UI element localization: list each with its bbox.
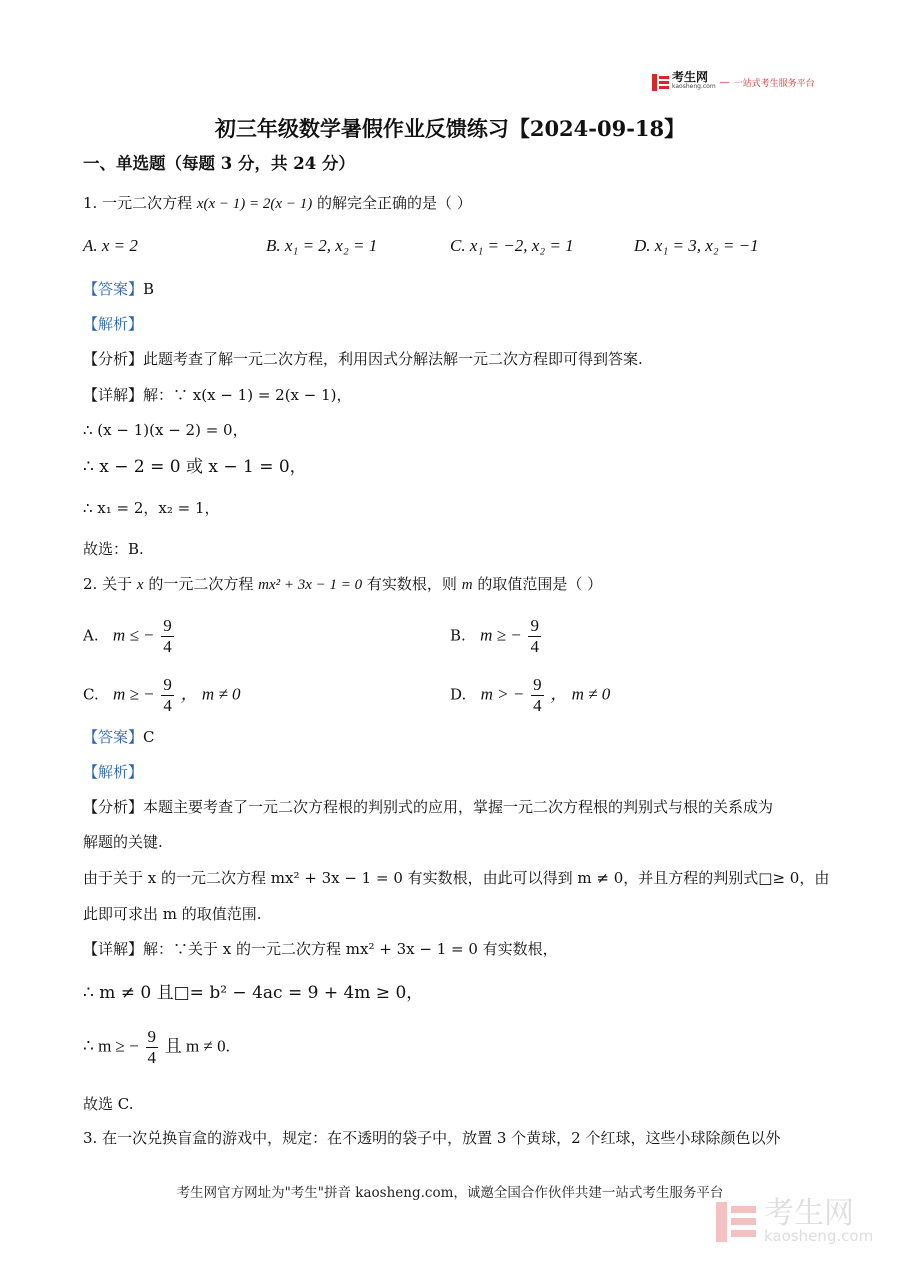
- q2-step1: ∴ m ≠ 0 且□= b² − 4ac = 9 + 4m ≥ 0，: [83, 983, 424, 1003]
- q1-conclusion: 故选：B.: [83, 540, 144, 558]
- q2-reason-2: 此即可求出 m 的取值范围.: [83, 905, 262, 923]
- kaosheng-logo-icon: [652, 74, 669, 91]
- q1-stem: 1. 一元二次方程 x(x − 1) = 2(x − 1) 的解完全正确的是（ ）: [83, 194, 472, 212]
- q2-answer: 【答案】C: [83, 728, 155, 746]
- q3-stem: 3. 在一次兑换盲盒的游戏中，规定：在不透明的袋子中，放置 3 个黄球，2 个红球，这些小球除颜色以外: [83, 1129, 781, 1147]
- watermark-domain: kaosheng.com: [764, 1227, 874, 1245]
- q2-option-b: B. m ≥ − $\frac{9}{4}$: [450, 616, 539, 656]
- fraction: $\frac{9}{4}$: [533, 675, 542, 715]
- fraction: $\frac{9}{4}$: [163, 675, 172, 715]
- q1-step1: ∴ (x − 1)(x − 2) = 0，: [83, 421, 248, 439]
- kaosheng-watermark-icon: [716, 1202, 756, 1242]
- q2-analysis-tag: 【解析】: [83, 763, 144, 781]
- q1-answer: 【答案】B: [83, 280, 155, 298]
- logo-name: 考生网: [672, 70, 709, 84]
- logo-domain: kaosheng.com: [672, 83, 716, 90]
- q1-xiangjie: 【详解】解：∵ x(x − 1) = 2(x − 1)，: [83, 386, 352, 404]
- header-logo: [652, 72, 815, 92]
- footer-text: 考生网官方网址为"考生"拼音 kaosheng.com，诚邀全国合作伙伴共建一站式考生服务平台: [176, 1185, 724, 1201]
- q1-analysis-tag: 【解析】: [83, 315, 144, 333]
- fraction: $\frac{9}{4}$: [530, 616, 539, 656]
- q2-fenxi-2: 解题的关键.: [83, 833, 163, 851]
- section-heading: 一、单选题（每题 3 分，共 24 分）: [83, 154, 355, 173]
- watermark-name: 考生网: [764, 1196, 854, 1231]
- q2-option-d: D. m > − $\frac{9}{4}$ ， m ≠ 0: [450, 675, 611, 715]
- header-slogan: 一站式考生服务平台: [733, 78, 815, 89]
- q2-option-a: A. m ≤ − $\frac{9}{4}$: [83, 616, 172, 656]
- q1-step2: ∴ x − 2 = 0 或 x − 1 = 0，: [83, 457, 307, 477]
- q2-option-c: C. m ≥ − $\frac{9}{4}$ ， m ≠ 0: [83, 675, 241, 715]
- q1-option-a: A. x = 2: [83, 236, 138, 255]
- q2-xiangjie: 【详解】解：∵关于 x 的一元二次方程 mx² + 3x − 1 = 0 有实数根，: [83, 940, 558, 958]
- q1-fenxi: 【分析】此题考查了解一元二次方程，利用因式分解法解一元二次方程即可得到答案.: [83, 350, 643, 368]
- page-title: 初三年级数学暑假作业反馈练习【2024-09-18】: [214, 116, 686, 141]
- q2-reason-1: 由于关于 x 的一元二次方程 mx² + 3x − 1 = 0 有实数根，由此可以得到 m ≠ 0，并且方程的判别式□≥ 0，由: [83, 869, 830, 887]
- header-divider: —: [719, 76, 730, 88]
- q2-conclusion: 故选 C.: [83, 1095, 134, 1113]
- q2-stem: 2. 关于 x 的一元二次方程 mx² + 3x − 1 = 0 有实数根，则 m 的取值范围是（ ）: [83, 575, 603, 593]
- watermark: [716, 1196, 874, 1245]
- q2-fenxi-1: 【分析】本题主要考查了一元二次方程根的判别式的应用，掌握一元二次方程根的判别式与根的关系成为: [83, 798, 774, 816]
- q2-step2: ∴ m ≥ − $\frac{9}{4}$ 且 m ≠ 0.: [83, 1027, 230, 1067]
- q1-option-b: B. x₁ = 2, x₂ = 1: [266, 236, 378, 255]
- q1-option-c: C. x₁ = −2, x₂ = 1: [450, 236, 574, 255]
- q1-option-d: D. x₁ = 3, x₂ = −1: [634, 236, 759, 255]
- fraction: $\frac{9}{4}$: [147, 1027, 156, 1067]
- fraction: $\frac{9}{4}$: [163, 616, 172, 656]
- q1-step3: ∴ x₁ = 2，x₂ = 1，: [83, 499, 220, 517]
